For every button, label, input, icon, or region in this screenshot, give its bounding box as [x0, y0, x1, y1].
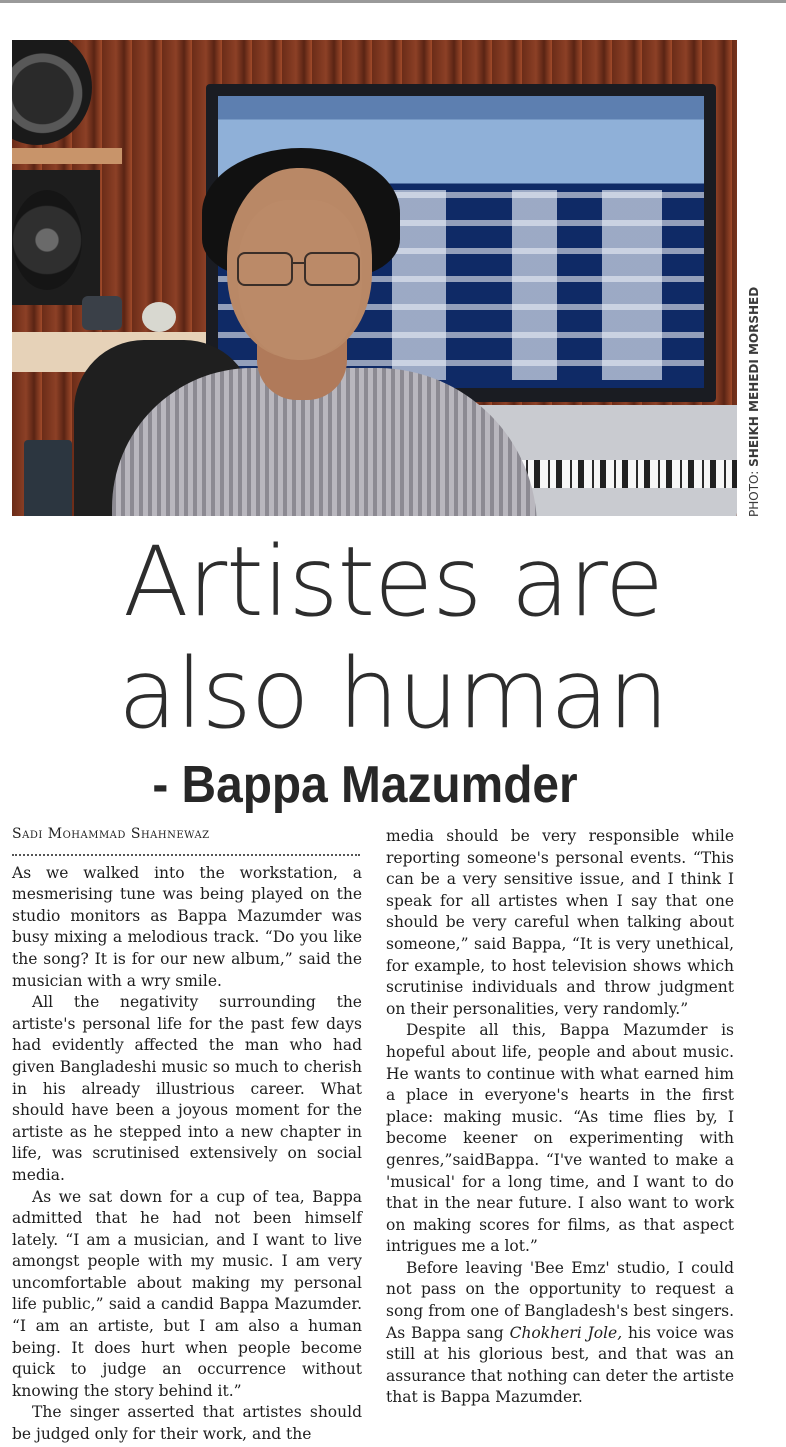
- article-photo: [12, 40, 737, 516]
- photo-credit-prefix: PHOTO:: [747, 466, 761, 517]
- paragraph: All the negativity surrounding the artiste's personal life for the past few days had evidently affected the man who had given Bangladeshi music so much to cherish in his already illustrious career. What should have been a joyous moment for the artiste as he stepped into a new chapter in life, was scrutinised extensively on social media.: [12, 993, 362, 1184]
- glasses-bridge: [291, 262, 304, 264]
- photo-screen-tracks: [392, 190, 692, 380]
- paragraph: As we walked into the workstation, a mesmerising tune was being played on the studio monitors as Bappa Mazumder was busy mixing a melodious track. “Do you like the song? It is for our new album,” said the musician with a wry smile.: [12, 863, 362, 990]
- photo-credit-name: SHEIKH MEHEDI MORSHED: [747, 286, 761, 467]
- headline-line-2: also human: [118, 638, 668, 750]
- paragraph: Despite all this, Bappa Mazumder is hopeful about life, people and about music. He wants to continue with what earned him a place in everyone's hearts in the first place: making music. “As time flies by, I become keener on experimenting with genres,”saidBappa. “I've wanted to make a 'musical' for a long time, and I want to do that in the near future. I also want to work on making scores for films, as that aspect intrigues me a lot.”: [386, 1021, 734, 1256]
- glasses-icon: [237, 252, 293, 286]
- paragraph: The singer asserted that artistes should be judged only for their work, and the: [12, 1403, 362, 1444]
- paragraph-text: his voice was still at his glorious best, and that was an assurance that nothing can deter the artiste that is Bappa Mazumder.: [386, 1323, 734, 1407]
- paragraph: As we sat down for a cup of tea, Bappa admitted that he had not been himself lately. “I am a musician, and I want to live amongst people with my music. I am very uncomfortable about making my personal life public,” said a candid Bappa Mazumder. “I am an artiste, but I am also a human being. It does hurt when people become quick to judge an occurrence without knowing the story behind it.”: [12, 1187, 362, 1400]
- photo-speaker-top: [12, 40, 92, 145]
- subheadline: - Bappa Mazumder: [152, 756, 578, 814]
- photo-shelf: [12, 148, 122, 164]
- byline: Sadi Mohammad Shahnewaz: [12, 826, 210, 842]
- article-column-right: [386, 826, 734, 1409]
- headline: [0, 526, 786, 750]
- photo-gadget: [142, 302, 176, 332]
- article-column-left: [12, 824, 362, 1446]
- headline-line-1: Artistes are: [123, 526, 663, 638]
- photo-desk-device: [24, 440, 72, 516]
- photo-speaker-cone: [12, 190, 82, 290]
- photo-credit: [743, 41, 765, 517]
- paragraph: [386, 1258, 734, 1409]
- paragraph: media should be very responsible while reporting someone's personal events. “This can be a very sensitive issue, and I think I speak for all artistes when I say that one should be very careful when talking about someone,” said Bappa, “It is very unethical, for example, to host television shows which scrutinise individuals and throw judgment on their personalities, very randomly.”: [386, 827, 734, 1018]
- song-title: Chokheri Jole,: [509, 1323, 623, 1342]
- top-rule: [0, 0, 786, 3]
- photo-gadget: [82, 296, 122, 330]
- glasses-icon: [304, 252, 360, 286]
- byline-divider: [12, 854, 360, 856]
- paragraph-text: Before leaving 'Bee Emz' studio, I could not pass on the opportunity to request a song from one of Bangladesh's best singers. As Bappa sang: [386, 1258, 734, 1342]
